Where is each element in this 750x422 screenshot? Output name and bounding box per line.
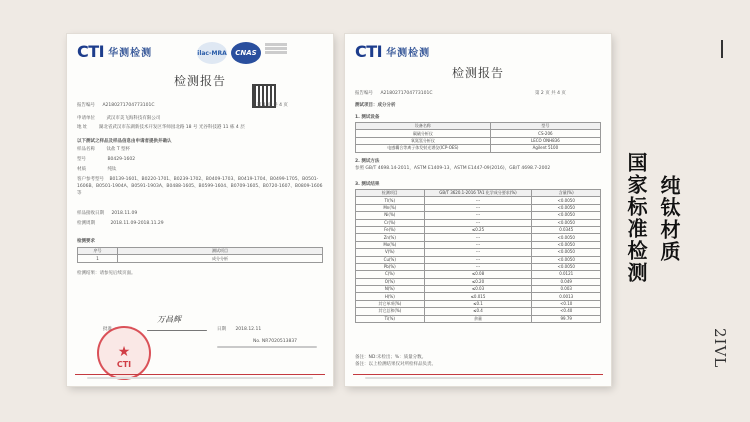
table-row (356, 300, 601, 307)
approver-label: 批准 (103, 327, 112, 332)
left-report-document (67, 34, 333, 386)
table-cell: 0.0121 (532, 271, 601, 278)
material-row: 材质 纯钛 (77, 167, 117, 172)
table-header-cell: GB/T 3620.1-2016 TA1 化学成分要求(%) (424, 190, 532, 197)
table-header-row (356, 190, 601, 197)
equipment-table (355, 122, 601, 153)
table-cell: 99.79 (532, 315, 601, 322)
table-cell: 氧氮氢分析仪 (356, 137, 491, 144)
table-cell: 其它总和(%) (356, 308, 425, 315)
table-cell: --- (424, 204, 532, 211)
table-cell: 0.0345 (532, 226, 601, 233)
table-cell: 碳硫分析仪 (356, 130, 491, 137)
table-cell: N(%) (356, 286, 425, 293)
table-cell: 1 (78, 255, 118, 262)
table-row (356, 204, 601, 211)
table-header-cell: 含量(%) (532, 190, 601, 197)
report-title: 检测报告 (451, 66, 504, 80)
method-text: 参照 GB/T 4698.14-2011，ASTM E1409-13，ASTM E1447-09(2016)，GB/T 4698.7-2002 (355, 166, 551, 171)
conclusion-text: 检测结果：请参见后续页面。 (77, 271, 136, 276)
table-cell: --- (424, 212, 532, 219)
table-header-cell: 测试项目 (118, 248, 323, 255)
table-row (356, 212, 601, 219)
table-cell: Cr(%) (356, 219, 425, 226)
table-cell: <0.0050 (532, 197, 601, 204)
table-cell: --- (424, 197, 532, 204)
table-cell: 余量 (424, 315, 532, 322)
table-row (356, 271, 601, 278)
section-results: 3. 测试结果 (355, 182, 380, 187)
sample-name-row: 样品名称 钛盐 T 型杯 (77, 147, 131, 152)
cti-logo (355, 42, 430, 61)
results-table (355, 189, 601, 323)
footer-divider (353, 374, 603, 375)
page-number: 第 1 页 共 4 页 (257, 103, 288, 108)
table-cell: Mn(%) (356, 204, 425, 211)
report-no-row: 报告编号 A2180271704773101C (77, 103, 155, 108)
applicant-row: 申请单位 武汉市美飞海科技有限公司 (77, 116, 161, 121)
table-row (356, 241, 601, 248)
table-header-cell: 序号 (78, 248, 118, 255)
table-row (356, 197, 601, 204)
table-cell: <0.40 (532, 308, 601, 315)
table-cell: 0.049 (532, 278, 601, 285)
test-period-row: 检测周期 2018.11.09-2018.11.29 (77, 221, 164, 226)
seal-star-icon: ★ (117, 344, 131, 360)
footer-fineprint (87, 377, 313, 379)
decorative-line (721, 40, 723, 58)
table-cell: H(%) (356, 293, 425, 300)
table-cell: --- (424, 249, 532, 256)
table-cell: <0.0050 (532, 256, 601, 263)
table-cell: O(%) (356, 278, 425, 285)
table-cell: Ni(%) (356, 212, 425, 219)
table-row (78, 255, 323, 262)
sample-model-row: 型号 B0429-1602 (77, 157, 136, 162)
cti-logo-text: CTI (355, 42, 383, 61)
cti-logo-cn: 华测检测 (386, 48, 431, 59)
cnas-fineprint (265, 42, 287, 55)
table-cell: 0.003 (532, 286, 601, 293)
tagline-pure-titanium: 纯钛材质 (657, 175, 681, 263)
table-cell: Ti(%) (356, 315, 425, 322)
table-cell: Cu(%) (356, 256, 425, 263)
table-cell: <0.0050 (532, 204, 601, 211)
table-cell: <0.0050 (532, 212, 601, 219)
table-row (356, 226, 601, 233)
table-cell: --- (424, 241, 532, 248)
test-item-label: 测试项目：成分分析 (355, 103, 396, 108)
table-cell: ≤0.20 (424, 278, 532, 285)
table-row (356, 315, 601, 322)
table-cell: Pb(%) (356, 263, 425, 270)
table-row (356, 263, 601, 270)
table-header-cell: 设备名称 (356, 123, 491, 130)
table-cell: V(%) (356, 249, 425, 256)
section-method: 2. 测试方法 (355, 159, 380, 164)
table-header-row (78, 248, 323, 255)
intro-text: 以下测试之样品及样品信息由申请者提供并确认 (77, 139, 172, 144)
table-cell: Fe(%) (356, 226, 425, 233)
table-cell: LECO ONH836 (490, 137, 600, 144)
right-report-document (345, 34, 611, 386)
cti-logo-text: CTI (77, 42, 105, 61)
table-header-cell: 型号 (490, 123, 600, 130)
report-serial: No. NR7020513837 (253, 339, 298, 344)
footer-fineprint (365, 377, 591, 379)
official-seal-stamp (97, 326, 151, 380)
table-cell: 0.0013 (532, 293, 601, 300)
address-row: 地 址 湖北省武汉市东湖新技术开发区华师园北路 18 号 光谷科技港 11 栋 4 层 (77, 125, 245, 130)
table-cell: <0.10 (532, 300, 601, 307)
table-cell: ≤0.03 (424, 286, 532, 293)
fineprint-line (217, 346, 317, 348)
cti-logo (77, 42, 152, 61)
decorative-symbol: 2IVL (711, 328, 729, 369)
received-row: 样品接收日期 2018.11.09 (77, 211, 138, 216)
cnas-icon: CNAS (231, 42, 261, 64)
table-cell: <0.0050 (532, 219, 601, 226)
table-cell: 其它单项(%) (356, 300, 425, 307)
table-row (356, 286, 601, 293)
approver-signature: 万昌辉 (157, 315, 181, 324)
table-cell: ≤0.25 (424, 226, 532, 233)
ref-model-row: 客户参考型号 B0139-1601、B0220-1701、B0239-1702、B0409-1703、B0419-1704、B0499-1705、B0501-1606B、B0501-1904A、B0591-1903A、B0488-1605、B0599-1604、B0709-1605、B0720-1607、B0809-1606 等 (77, 177, 323, 196)
table-cell: ≤0.4 (424, 308, 532, 315)
page-number: 第 2 页 共 4 页 (535, 91, 566, 96)
table-cell: ≤0.08 (424, 271, 532, 278)
table-row (356, 145, 601, 152)
ilac-mra-icon: ilac-MRA (197, 42, 227, 64)
signature-line (147, 330, 207, 331)
table-cell: <0.0050 (532, 241, 601, 248)
report-title: 检测报告 (173, 74, 226, 88)
report-no-row: 报告编号 A2180271704773101C (355, 91, 433, 96)
note-1: 备注：ND:未检出；%：质量分数。 (355, 355, 427, 360)
table-row (356, 234, 601, 241)
table-cell: Agilent 5100 (490, 145, 600, 152)
table-cell: --- (424, 256, 532, 263)
table-row (356, 256, 601, 263)
table-row (356, 219, 601, 226)
seal-text: CTI (116, 360, 132, 369)
table-cell: --- (424, 219, 532, 226)
table-row (356, 249, 601, 256)
table-cell: Mo(%) (356, 241, 425, 248)
table-cell: 成分分析 (118, 255, 323, 262)
table-row (356, 137, 601, 144)
table-cell: CS-206 (490, 130, 600, 137)
table-cell: <0.0050 (532, 234, 601, 241)
table-row (356, 308, 601, 315)
table-cell: <0.0050 (532, 249, 601, 256)
table-header-cell: 检测项目 (356, 190, 425, 197)
footer-divider (75, 374, 325, 375)
table-cell: --- (424, 234, 532, 241)
note-2: 备注：以上检测结果仅对所检样品负责。 (355, 362, 436, 367)
table-cell: --- (424, 263, 532, 270)
table-cell: <0.0050 (532, 263, 601, 270)
table-cell: 电感耦合等离子体发射光谱仪(ICP-OES) (356, 145, 491, 152)
table-row (356, 278, 601, 285)
date-row: 日期 2018.12.11 (217, 327, 262, 332)
table-header-row (356, 123, 601, 130)
requirements-table (77, 247, 323, 263)
section-equipment: 1. 测试设备 (355, 115, 380, 120)
tagline-national-standard: 国家标准检测 (624, 152, 648, 284)
table-cell: ≤0.1 (424, 300, 532, 307)
accreditation-marks (197, 42, 287, 64)
table-row (356, 130, 601, 137)
table-cell: ≤0.015 (424, 293, 532, 300)
requirements-label: 检测要求 (77, 239, 95, 244)
table-cell: Tl(%) (356, 197, 425, 204)
cti-logo-cn: 华测检测 (108, 48, 153, 59)
table-row (356, 293, 601, 300)
table-cell: C(%) (356, 271, 425, 278)
table-cell: Zn(%) (356, 234, 425, 241)
